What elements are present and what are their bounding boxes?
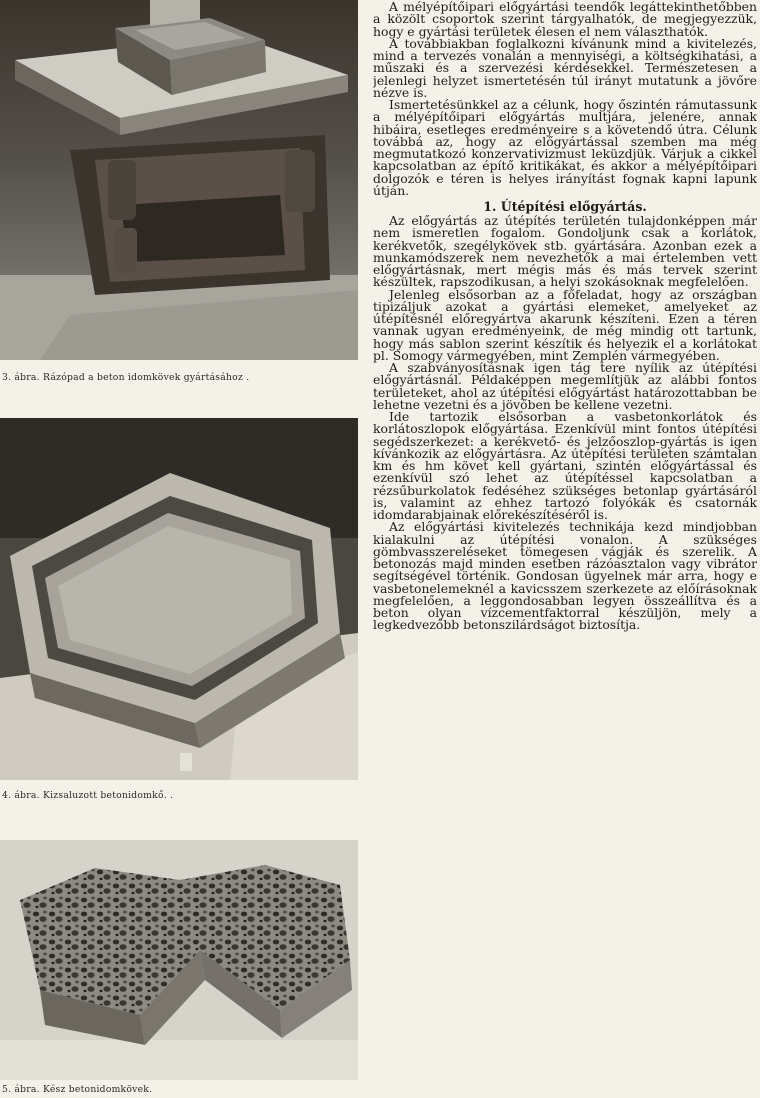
figure-4-caption: 4. ábra. Kizsaluzott betonidomkő. . xyxy=(2,790,174,801)
vibrating-table-image xyxy=(0,0,358,360)
paragraph: A szabványosításnak igen tág tere nyílik az útépítési előgyártásnál. Példaképpen megemlítjük az alábbi fontos területeket, ahol az útépítési előgyártást határozottabban be lehetne vezetni és a jövőben be kellene vezetni. xyxy=(373,360,757,412)
paragraph: Ide tartozik elsősorban a vasbetonkorlátok és korlátoszlopok előgyártása. Ezenkívül mint fontos útépítési segédszerkezet: a kerékvető- és jelzőoszlop-gyártás is igen kívánkozik az előgyártásra. Az útépítési területen számtalan km és hm követ kell gyártani, szintén előgyártással és ezenkívül szó lehet az útépítéssel kapcsolatban a rézsűburkolatok fedéséhez szükséges betonlap gyártásáról is, valamint az ehhez tartozó folyókák és csatornák idomdarabjainak előrekészítéséről is. xyxy=(373,409,757,522)
figure-3-caption: 3. ábra. Rázópad a beton idomkövek gyártásához . xyxy=(2,372,250,383)
paragraph: Az előgyártási kivitelezés technikája kezd mindjobban kialakulni az útépítési vonalon. A szükséges gömbvasszereléseket tömegesen vágják és szerelik. A betonozás majd minden esetben rázóasztalon vagy vibrátor segítségével történik. Gondosan ügyelnek már arra, hogy e vasbetonelemeknél a kavicsszem szerkezete az előírásoknak megfelelően, a leggondosabban legyen összeállítva és a beton olyan vízcementfaktorral készüljön, mely a legkedvezőbb betonszilárdságot biztosítja. xyxy=(373,519,757,633)
paragraph: Az előgyártás az útépítés területén tulajdonképpen már nem ismeretlen fogalom. Gondoljunk csak a korlátok, kerékvetők, szegélykövek stb. gyártására. Azonban ezek a munkamódszerek nem nevezhetők a mai értelemben vett előgyártásnak, mert mégis más és más tervek szerint készültek, rapszodikusan, a helyi szokásoknak megfelelően. xyxy=(373,213,757,290)
hexagonal-concrete-stone-image xyxy=(0,418,358,780)
paragraph: Jelenleg elsősorban az a főfeladat, hogy az országban tipizáljuk azokat a gyártási elemeket, amelyeket az útépítésnél előregyártva akarunk készíteni. Ezen a téren vannak ugyan eredményeink, de még mindig ott tartunk, hogy más sablon szerint készítik és helyezik el a korlátokat pl. Somogy vármegyében, mint Zemplén vármegyében. xyxy=(373,286,757,363)
figure-5-photo xyxy=(0,840,358,1080)
article-text xyxy=(373,0,757,1098)
finished-concrete-stones-image xyxy=(0,840,358,1080)
paragraph: Ismertetésünkkel az a célunk, hogy őszintén rámutassunk a mélyépítőipari előgyártás multjára, jelenére, annak hibáira, esetleges eredményeire s a követendő útra. Célunk továbbá az, hogy az előgyártással szemben ma még megmutatkozó konzervativizmust leküzdjük. Várjuk a cikkel kapcsolatban az építő kritikákat, és akkor a mélyépítőipari dolgozók e téren is helyes irányítást fognak kapni lapunk útján. xyxy=(373,97,757,198)
figure-3-photo xyxy=(0,0,358,360)
figure-4-photo xyxy=(0,418,358,780)
paragraph: A mélyépítőipari előgyártási teendők legáttekinthetőbben a közölt csoportok szerint tárgyalhatók, de megjegyezzük, hogy e gyártási területek élesen el nem választhatók. xyxy=(373,0,757,39)
section-heading: 1. Útépítési előgyártás. xyxy=(483,199,647,214)
paragraph: A továbbiakban foglalkozni kívánunk mind a kivitelezés, mind a tervezés vonalán a mennyiségi, a költségkihatási, a műszaki és a szervezési kérdésekkel. Természetesen a jelenlegi helyzet ismertetésén túl irányt mutatunk a jövőre nézve is. xyxy=(373,35,757,100)
figure-column xyxy=(0,0,370,1098)
figure-5-caption: 5. ábra. Kész betonidomkövek. xyxy=(2,1084,153,1095)
